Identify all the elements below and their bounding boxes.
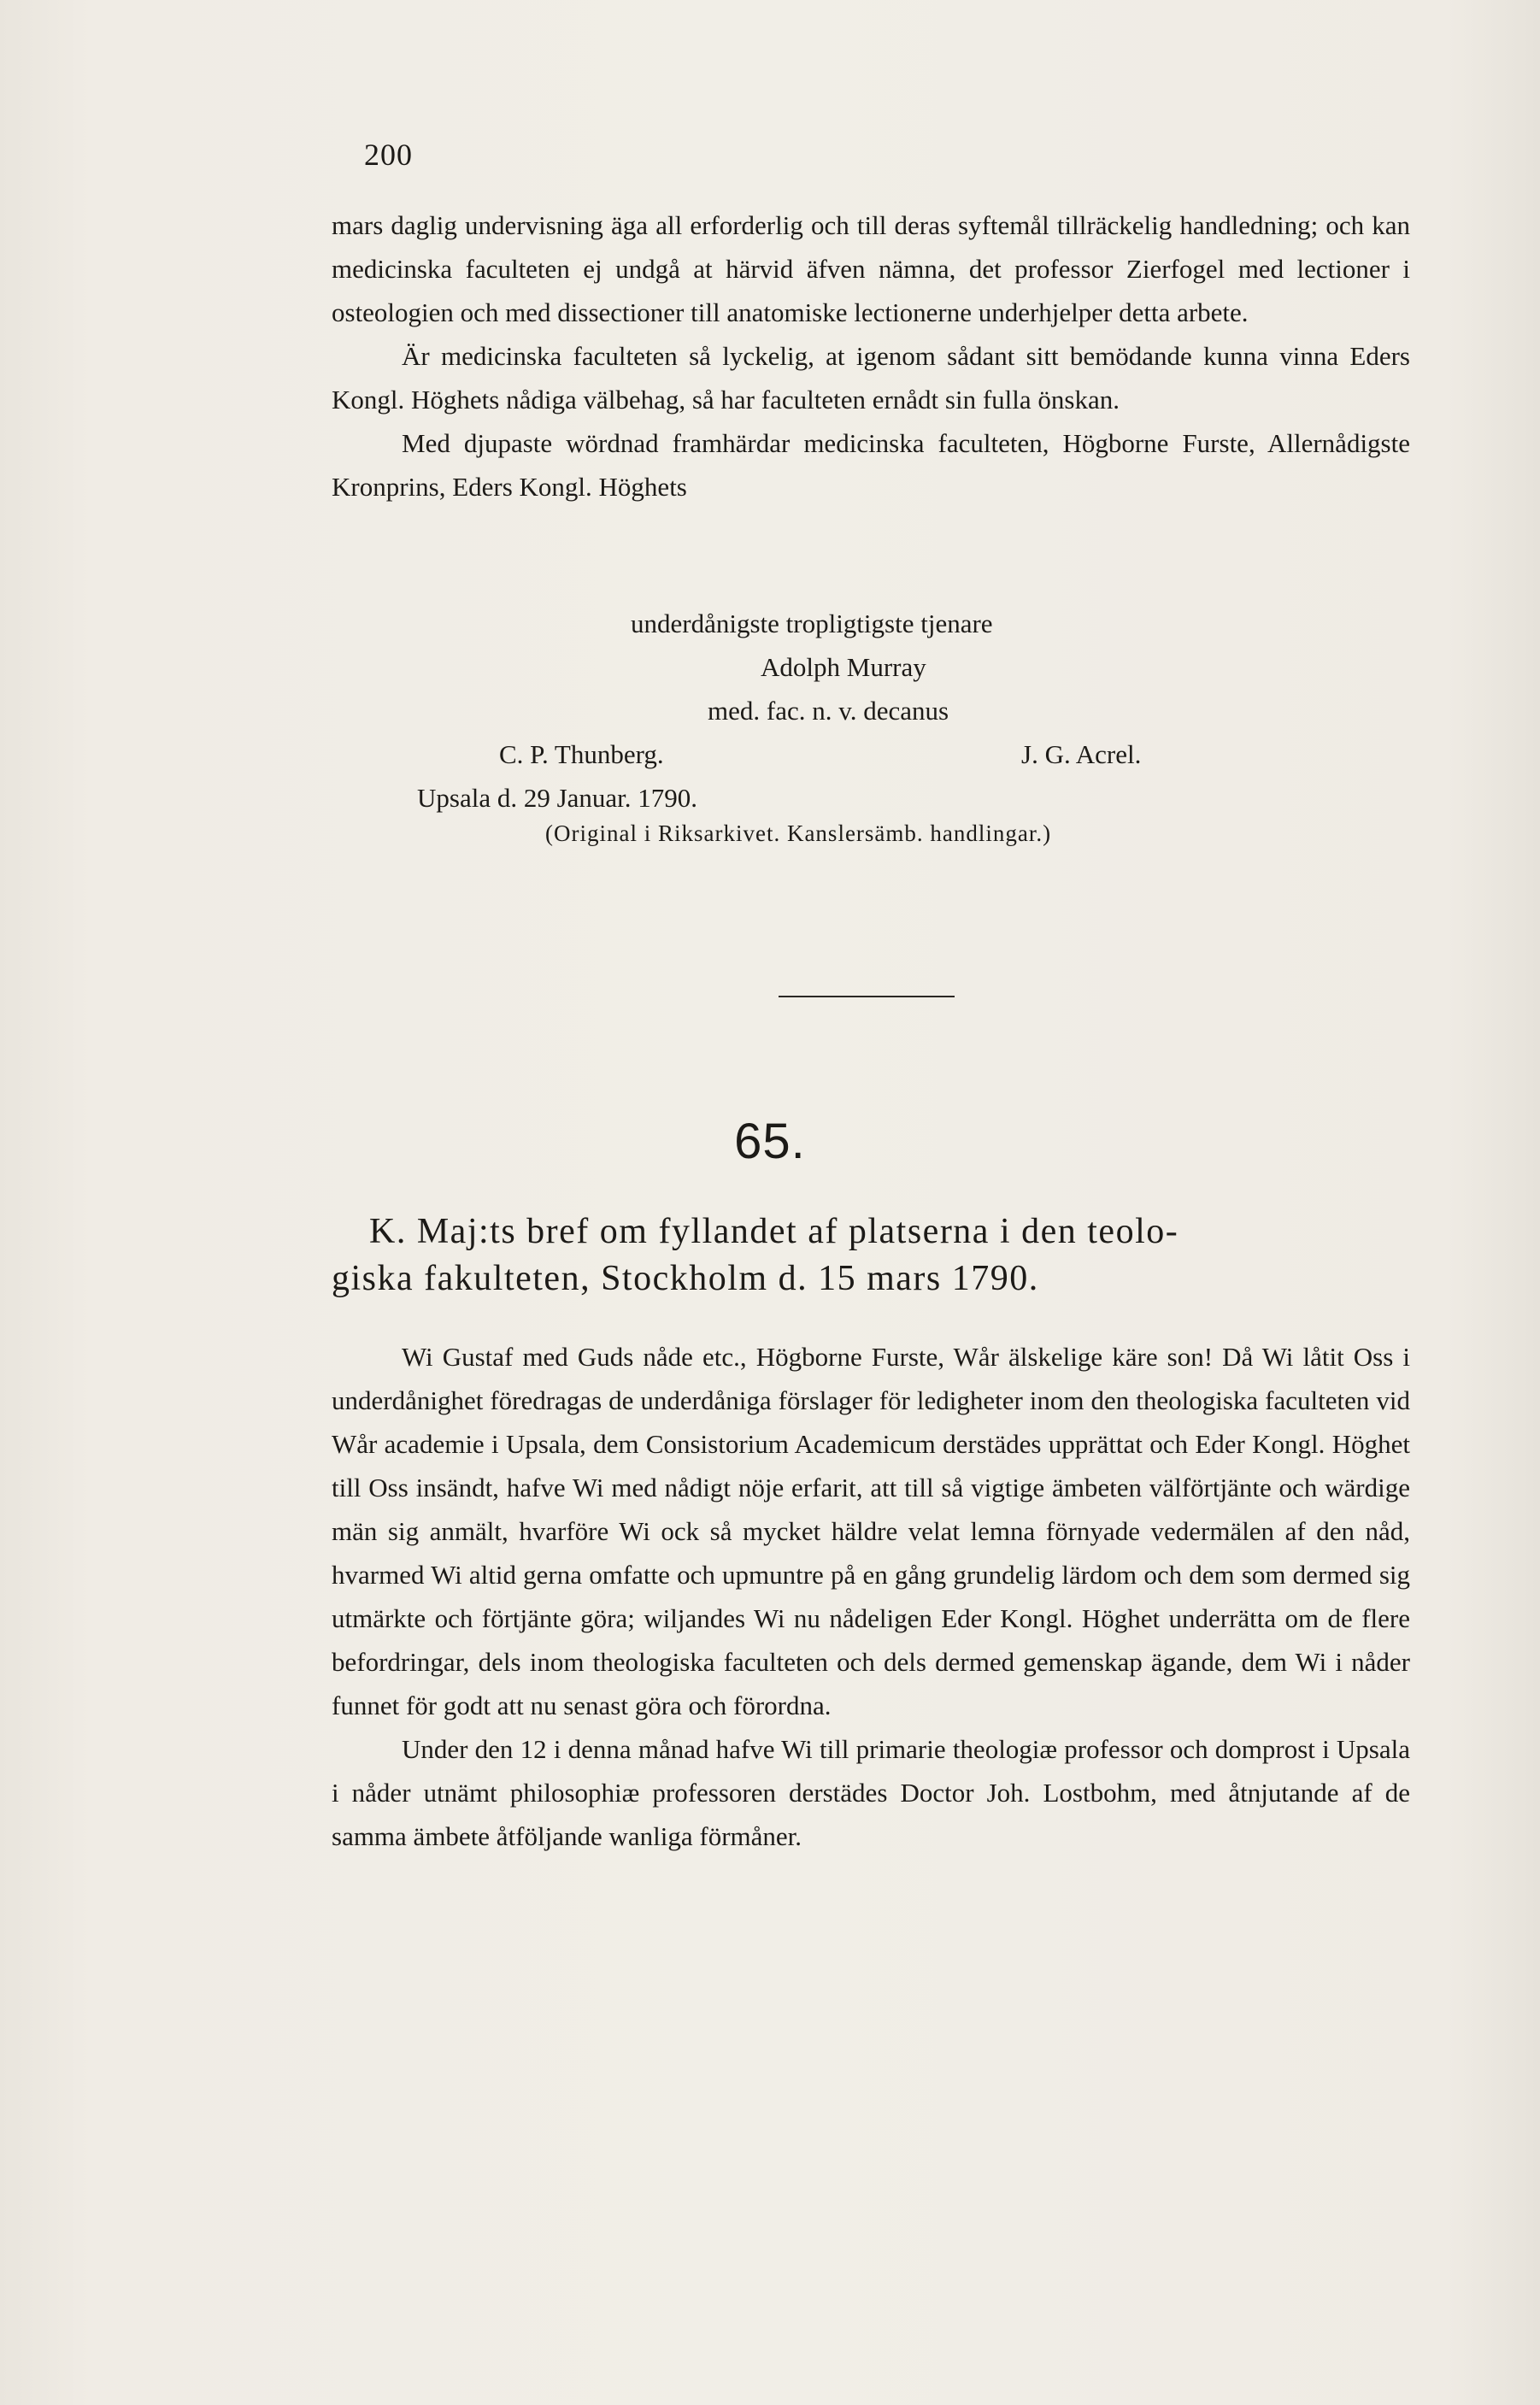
body-paragraph-1: Wi Gustaf med Guds nåde etc., Högborne Furste, Wår älskelige käre son! Då Wi låtit Oss i underdånighet föredragas de underdåniga förslager för ledigheter inom den theologiska faculteten vid Wår academie i Upsala, dem Consistorium Academicum derstädes upprättat och Eder Kongl. Höghet till Oss insändt, hafve Wi med nådigt nöje erfarit, att till så vigtige ämbeten välförtjänte och wärdige män sig anmält, hvarföre Wi ock så mycket häldre velat lemna förnyade vedermälen af den nåd, hvarmed Wi altid gerna omfatte och upmuntre på en gång grundelig lärdom och dem som dermed sig utmärkte och förtjänte göra; wiljandes Wi nu nådeligen Eder Kongl. Höghet underrätta om de flere befordringar, dels inom theologiska faculteten och dels dermed gemenskap ägande, dem Wi i nåder funnet för godt att nu senast göra och förordna. — [332, 1342, 1410, 1720]
document-heading-line-2: giska fakulteten, Stockholm d. 15 mars 1790. — [332, 1259, 1039, 1298]
source-note: (Original i Riksarkivet. Kanslersämb. handlingar.) — [545, 820, 1052, 846]
document-heading — [332, 1208, 1412, 1302]
letter-text — [332, 203, 1410, 509]
document-heading-line-1: K. Maj:ts bref om fyllandet af platserna i den teolo- — [369, 1212, 1179, 1251]
letter-paragraph-2: Är medicinska faculteten så lyckelig, at igenom sådant sitt bemödande kunna vinna Eders Kongl. Höghets nådiga välbehag, så har faculteten ernådt sin fulla önskan. — [332, 341, 1410, 415]
closing-signature: Adolph Murray — [761, 652, 926, 682]
document-body — [332, 1335, 1410, 1858]
closing-line-1: underdånigste tropligtigste tjenare — [631, 609, 993, 638]
document-number: 65. — [734, 1114, 806, 1169]
closing-title: med. fac. n. v. decanus — [708, 696, 949, 726]
page-number: 200 — [364, 138, 413, 172]
body-paragraph-2: Under den 12 i denna månad hafve Wi till primarie theologiæ professor och domprost i Upsala i nåder utnämt philosophiæ professoren derstädes Doctor Joh. Lostbohm, med åtnjutande af de samma ämbete åtföljande wanliga förmåner. — [332, 1734, 1410, 1851]
signer-left: C. P. Thunberg. — [499, 739, 664, 769]
signer-right: J. G. Acrel. — [1021, 739, 1142, 769]
letter-paragraph-1: mars daglig undervisning äga all erforderlig och till deras syftemål tillräckelig handledning; och kan medicinska faculteten ej undgå at härvid äfven nämna, det professor Zierfogel med lectioner i osteologien och med dissectioner till anatomiske lectionerne underhjelper detta arbete. — [332, 210, 1410, 327]
section-divider — [779, 996, 955, 997]
letter-paragraph-3: Med djupaste wördnad framhärdar medicinska faculteten, Högborne Furste, Allernådigste Kronprins, Eders Kongl. Höghets — [332, 428, 1410, 502]
place-date: Upsala d. 29 Januar. 1790. — [417, 783, 698, 813]
